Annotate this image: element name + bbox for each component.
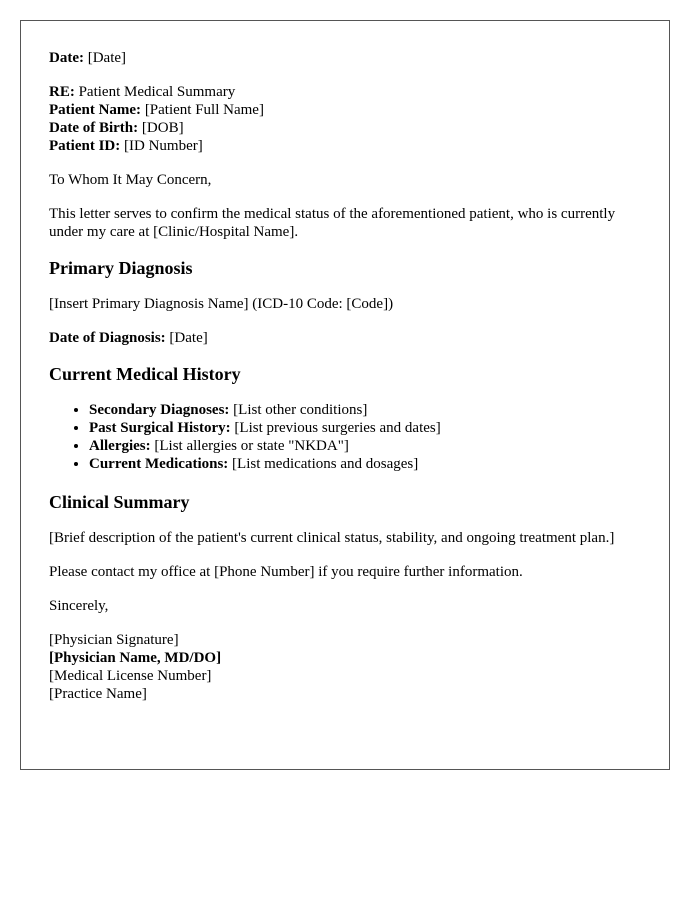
past-surgical-history-value: [List previous surgeries and dates] xyxy=(234,420,441,436)
clinical-summary-text: [Brief description of the patient's current clinical status, stability, and ongoing treatment plan.] xyxy=(49,530,615,546)
list-item xyxy=(89,401,649,419)
allergies-value: [List allergies or state "NKDA"] xyxy=(154,438,349,454)
list-item xyxy=(89,419,649,437)
patient-name-line xyxy=(49,101,649,119)
date-of-diagnosis-value: [Date] xyxy=(169,330,208,346)
list-item xyxy=(89,455,649,473)
license-number: [Medical License Number] xyxy=(49,668,212,684)
date-of-diagnosis-label: Date of Diagnosis: xyxy=(49,330,166,346)
allergies-label: Allergies: xyxy=(89,438,151,454)
patient-id-value: [ID Number] xyxy=(124,138,203,154)
date-label: Date: xyxy=(49,50,84,66)
patient-name-label: Patient Name: xyxy=(49,102,142,118)
patient-id-line xyxy=(49,137,649,155)
practice-name: [Practice Name] xyxy=(49,686,147,702)
current-medications-value: [List medications and dosages] xyxy=(232,456,419,472)
re-value: Patient Medical Summary xyxy=(78,84,236,100)
clinical-summary-heading: Clinical Summary xyxy=(49,492,190,512)
date-value: [Date] xyxy=(87,50,127,66)
dob-label: Date of Birth: xyxy=(49,120,139,136)
contact-paragraph: Please contact my office at [Phone Number] if you require further information. xyxy=(49,564,523,580)
letter-page xyxy=(20,20,670,770)
re-label: RE: xyxy=(49,84,75,100)
dob-value: [DOB] xyxy=(141,120,184,136)
current-medications-label: Current Medications: xyxy=(89,456,229,472)
patient-id-label: Patient ID: xyxy=(49,138,121,154)
date-line xyxy=(49,49,649,67)
primary-diagnosis-text: [Insert Primary Diagnosis Name] (ICD-10 Code: [Code]) xyxy=(49,296,394,312)
primary-diagnosis-heading: Primary Diagnosis xyxy=(49,258,193,278)
signature-line: [Physician Signature] xyxy=(49,632,179,648)
signature-block xyxy=(49,631,649,703)
physician-name: [Physician Name, MD/DO] xyxy=(49,650,222,666)
re-line xyxy=(49,83,649,101)
past-surgical-history-label: Past Surgical History: xyxy=(89,420,231,436)
list-item xyxy=(89,437,649,455)
closing: Sincerely, xyxy=(49,598,109,614)
secondary-diagnoses-value: [List other conditions] xyxy=(233,402,368,418)
medical-history-heading: Current Medical History xyxy=(49,364,241,384)
dob-line xyxy=(49,119,649,137)
secondary-diagnoses-label: Secondary Diagnoses: xyxy=(89,402,230,418)
salutation: To Whom It May Concern, xyxy=(49,172,212,188)
patient-info-block xyxy=(49,83,649,155)
patient-name-value: [Patient Full Name] xyxy=(144,102,264,118)
intro-paragraph: This letter serves to confirm the medical status of the aforementioned patient, who is currently under my care at [Clinic/Hospital Name]. xyxy=(49,206,616,240)
date-of-diagnosis-line xyxy=(49,329,649,347)
medical-history-list xyxy=(49,401,649,473)
